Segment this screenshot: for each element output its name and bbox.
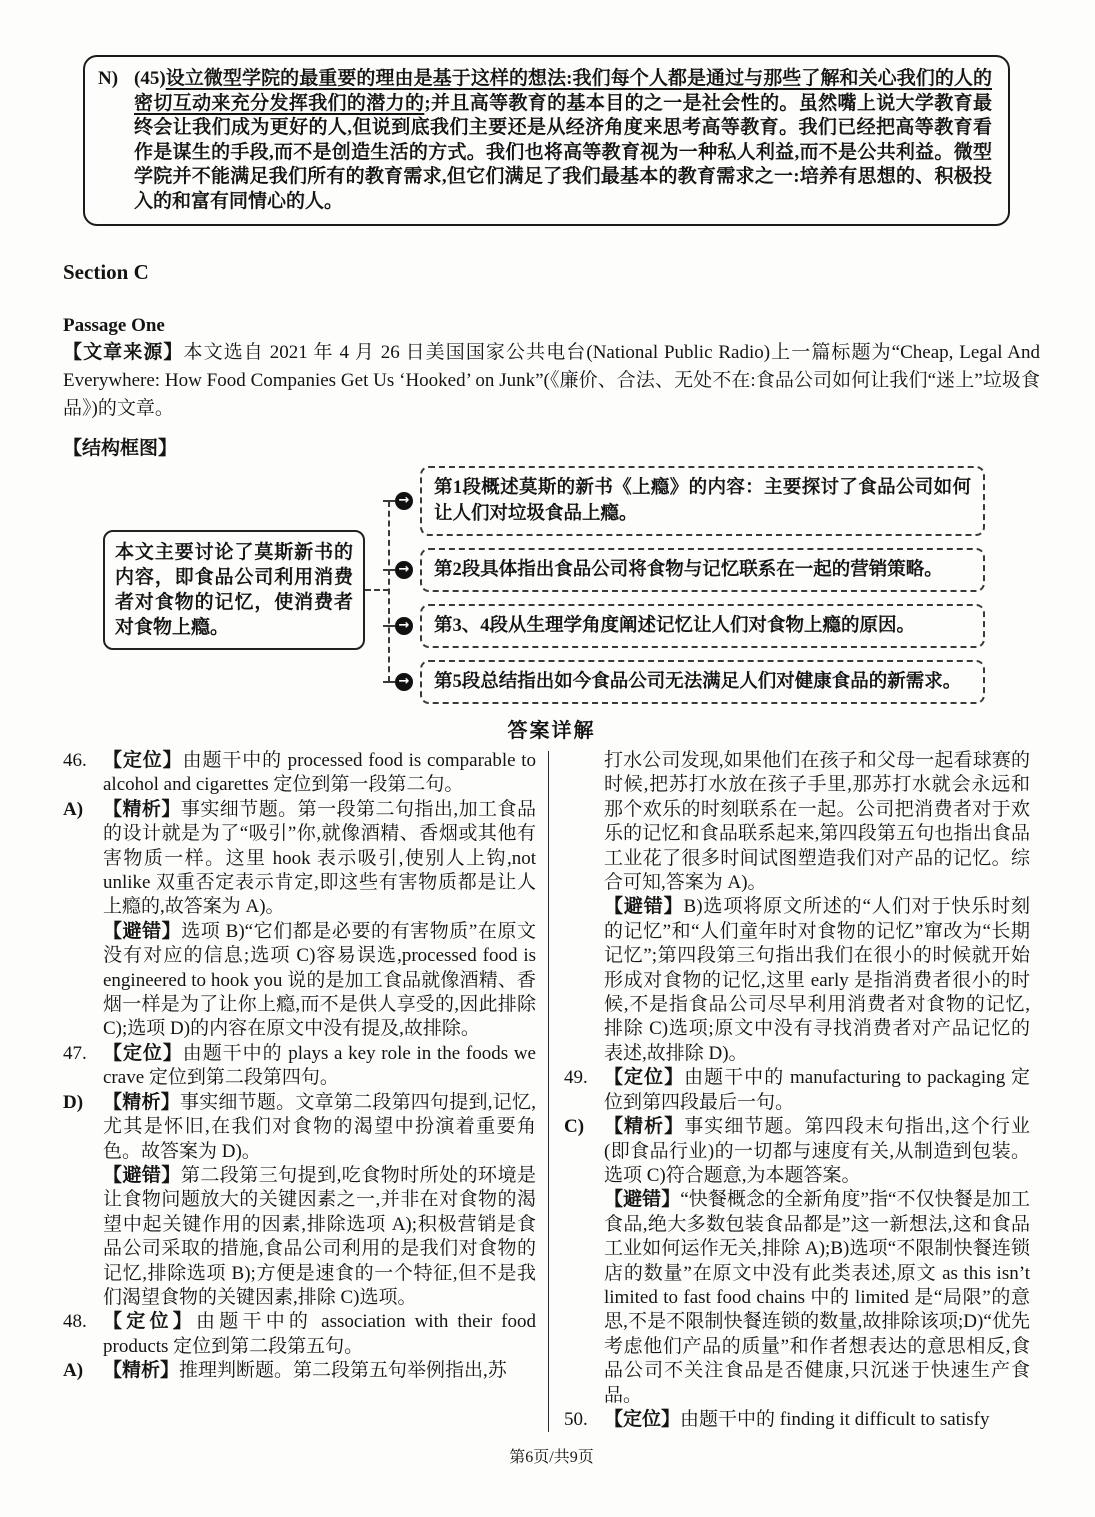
- answer-item-47-locate: [63, 1042, 536, 1091]
- answer-text: 第二段第三句提到,吃食物时所处的环境是让食物问题放大的关键因素之一,并非在对食物的渴望中起关键作用的因素,排除选项 A);积极营销是食品公司采取的措施,食品公司利用的是我们对食物的记忆,排除选项 B);方便是速食的一个特征,但不是我们渴望食物的关键因素,排除 C)选项。: [103, 1164, 536, 1308]
- summary-paragraph: [98, 67, 992, 214]
- answer-item-48-continuation: [564, 749, 1030, 895]
- underlined-translation: 设立微型学院的最重要的理由是基于这样的想法:我们每个人都是通过与那些了解和关心我们的人的密切互动来充分发挥我们的潜力的: [134, 68, 992, 114]
- answer-letter: D): [63, 1091, 84, 1113]
- tag-label: 【定位】: [103, 1042, 183, 1064]
- tag-label: 【精析】: [103, 1360, 180, 1382]
- answer-letter: A): [63, 1360, 84, 1382]
- answer-item-46-analysis: [63, 798, 536, 920]
- answer-item-49-locate: [564, 1066, 1030, 1115]
- answer-text: 由题干中的 association with their food products 定位到第二段第五句。: [103, 1311, 536, 1357]
- source-paragraph: [63, 339, 1040, 423]
- tag-label: 【避错】: [604, 1189, 681, 1211]
- question-number: 46.: [63, 750, 87, 771]
- tag-label: 【精析】: [604, 1116, 685, 1138]
- tag-label: 【精析】: [103, 798, 181, 820]
- tag-label: 【定位】: [604, 1067, 685, 1089]
- connector-stub-3: [383, 625, 395, 627]
- connector-main-stub: [365, 589, 389, 591]
- branch-box-paragraph-1: 第1段概述莫斯的新书《上瘾》的内容：主要探讨了食品公司如何让人们对垃圾食品上瘾。: [420, 466, 985, 536]
- tag-label: 【避错】: [103, 1164, 181, 1186]
- tag-label: 【定位】: [103, 750, 183, 771]
- answer-text: 事实细节题。文章第二段第四句提到,记忆,尤其是怀旧,在我们对食物的渴望中扮演着重要角色。故答案为 D)。: [103, 1091, 536, 1162]
- answer-text: B)选项将原文所述的“人们对于快乐时刻的记忆”和“人们童年时对食物的记忆”窜改为“长期记忆”;第四段第三句指出我们在很小的时候就开始形成对食物的记忆,这里 early 是指消费者很小的时候,不是指食品公司尽早利用消费者对食物的记忆,排除 C)选项;原文中没有寻找消费者对产品记忆的表述,故排除 D)。: [604, 896, 1030, 1064]
- branch-box-paragraph-3: 第3、4段从生理学角度阐述记忆让人们对食物上瘾的原因。: [420, 604, 985, 648]
- tag-label: 【定位】: [103, 1311, 196, 1333]
- answer-item-46-pitfall: [63, 920, 536, 1042]
- tag-label: 【避错】: [103, 920, 182, 942]
- source-label: 【文章来源】: [63, 342, 184, 363]
- answer-letter: C): [564, 1116, 585, 1138]
- answer-text: 由题干中的 processed food is comparable to alcohol and cigarettes 定位到第一段第二句。: [103, 750, 536, 796]
- answers-columns: [63, 749, 1040, 1432]
- arrow-circle-icon: →: [395, 673, 413, 691]
- answer-text: 选项 B)“它们都是必要的有害物质”在原文没有对应的信息;选项 C)容易误选,processed food is engineered to hook you 说的是加工食品就像酒精、香烟一样是为了让你上瘾,而不是供人享受的,因此排除 C);选项 D)的内容在原文中没有提及,故排除。: [103, 920, 536, 1040]
- answer-text: 事实细节题。第一段第二句指出,加工食品的设计就是为了“吸引”你,就像酒精、香烟或其他有害物质一样。这里 hook 表示吸引,使别人上钩,not unlike 双重否定表示肯定,即这些有害物质都是让人上瘾的,故答案为 A)。: [103, 798, 536, 918]
- answer-letter: A): [63, 798, 84, 820]
- connector-stub-1: [383, 500, 395, 502]
- section-c-title: Section C: [63, 260, 149, 284]
- question-number: 48.: [63, 1311, 87, 1333]
- answers-column-left: [63, 749, 542, 1432]
- answers-heading: 答案详解: [507, 720, 596, 742]
- branch-box-paragraph-2: 第2段具体指出食品公司将食物与记忆联系在一起的营销策略。: [420, 548, 985, 592]
- answer-text: 由题干中的 plays a key role in the foods we crave 定位到第二段第四句。: [103, 1042, 536, 1089]
- answer-item-48-analysis: [63, 1359, 536, 1383]
- arrow-circle-icon: →: [395, 561, 413, 579]
- tag-label: 【定位】: [604, 1408, 681, 1430]
- summary-rest-text: ;并且高等教育的基本目的之一是社会性的。虽然嘴上说大学教育最终会让我们成为更好的人,但说到底我们主要还是从经济角度来思考高等教育。我们已经把高等教育看作是谋生的手段,而不是创造生活的方式。我们也将高等教育视为一种私人利益,而不是公共利益。微型学院并不能满足我们所有的教育需求,但它们满足了我们最基本的教育需求之一:培养有思想的、积极投入的和富有同情心的人。: [134, 92, 992, 212]
- answer-item-50-locate: [564, 1408, 1030, 1432]
- column-divider: [548, 751, 549, 1432]
- answer-text: 打水公司发现,如果他们在孩子和父母一起看球赛的时候,把苏打水放在孩子手里,那苏打水就会永远和那个欢乐的时刻联系在一起。公司把消费者对于欢乐的记忆和食品联系起来,第四段第五句也指出食品工业花了很多时间试图塑造我们对产品的记忆。综合可知,答案为 A)。: [604, 750, 1030, 894]
- answer-text: 推理判断题。第二段第五句举例指出,苏: [179, 1360, 507, 1382]
- answer-item-47-pitfall: [63, 1164, 536, 1310]
- answer-text: 由题干中的 finding it difficult to satisfy: [680, 1408, 990, 1430]
- answers-column-right: [556, 749, 1030, 1432]
- main-idea-box: 本文主要讨论了莫斯新书的内容，即食品公司利用消费者对食物的记忆，使消费者对食物上瘾。: [103, 530, 365, 650]
- summary-box: [83, 55, 1010, 226]
- structure-diagram-label: 【结构框图】: [63, 438, 178, 459]
- answer-item-48-locate: [63, 1310, 536, 1359]
- answer-text: 由题干中的 manufacturing to packaging 定位到第四段最后一句。: [604, 1067, 1030, 1113]
- answer-item-47-analysis: [63, 1091, 536, 1164]
- connector-stub-4: [383, 681, 395, 683]
- source-text: 本文选自 2021 年 4 月 26 日美国国家公共电台(National Public Radio)上一篇标题为“Cheap, Legal And Everywhere: How Food Companies Get Us ‘Hooked’ on Junk”(《廉价、合法、无处不在:食品公司如何让我们“迷上”垃圾食品》)的文章。: [63, 342, 1040, 419]
- connector-trunk-line: [388, 501, 390, 682]
- connector-stub-2: [383, 569, 395, 571]
- blank-number: (45): [134, 68, 166, 89]
- question-number: 47.: [63, 1042, 87, 1064]
- option-marker-n: N): [98, 68, 119, 89]
- arrow-circle-icon: →: [395, 492, 413, 510]
- answer-item-48-pitfall: [564, 895, 1030, 1066]
- passage-one-title: Passage One: [63, 315, 165, 336]
- answer-text: 事实细节题。第四段末句指出,这个行业(即食品行业)的一切都与速度有关,从制造到包装。选项 C)符合题意,为本题答案。: [604, 1116, 1030, 1186]
- question-number: 49.: [564, 1067, 588, 1089]
- answer-item-49-pitfall: [564, 1188, 1030, 1408]
- branch-box-paragraph-4: 第5段总结指出如今食品公司无法满足人们对健康食品的新需求。: [420, 660, 985, 704]
- tag-label: 【精析】: [103, 1091, 180, 1113]
- tag-label: 【避错】: [604, 896, 684, 918]
- answer-item-49-analysis: [564, 1115, 1030, 1188]
- page-footer: 第6页/共9页: [509, 1449, 594, 1467]
- structure-diagram: [63, 466, 1040, 706]
- question-number: 50.: [564, 1408, 588, 1430]
- arrow-circle-icon: →: [395, 617, 413, 635]
- answer-text: “快餐概念的全新角度”指“不仅快餐是加工食品,绝大多数包装食品都是”这一新想法,这和食品工业如何运作无关,排除 A);B)选项“不限制快餐连锁店的数量”在原文中没有此类表述,原文 as this isn’t limited to fast food chains 中的 limited 是“局限”的意思,不是不限制快餐连锁的数量,故排除该项;D)“优先考虑他们产品的质量”和作者想表达的意思相反,食品公司不关注食品是否健康,只沉迷于快速生产食品。: [604, 1189, 1030, 1406]
- answer-item-46-locate: [63, 749, 536, 798]
